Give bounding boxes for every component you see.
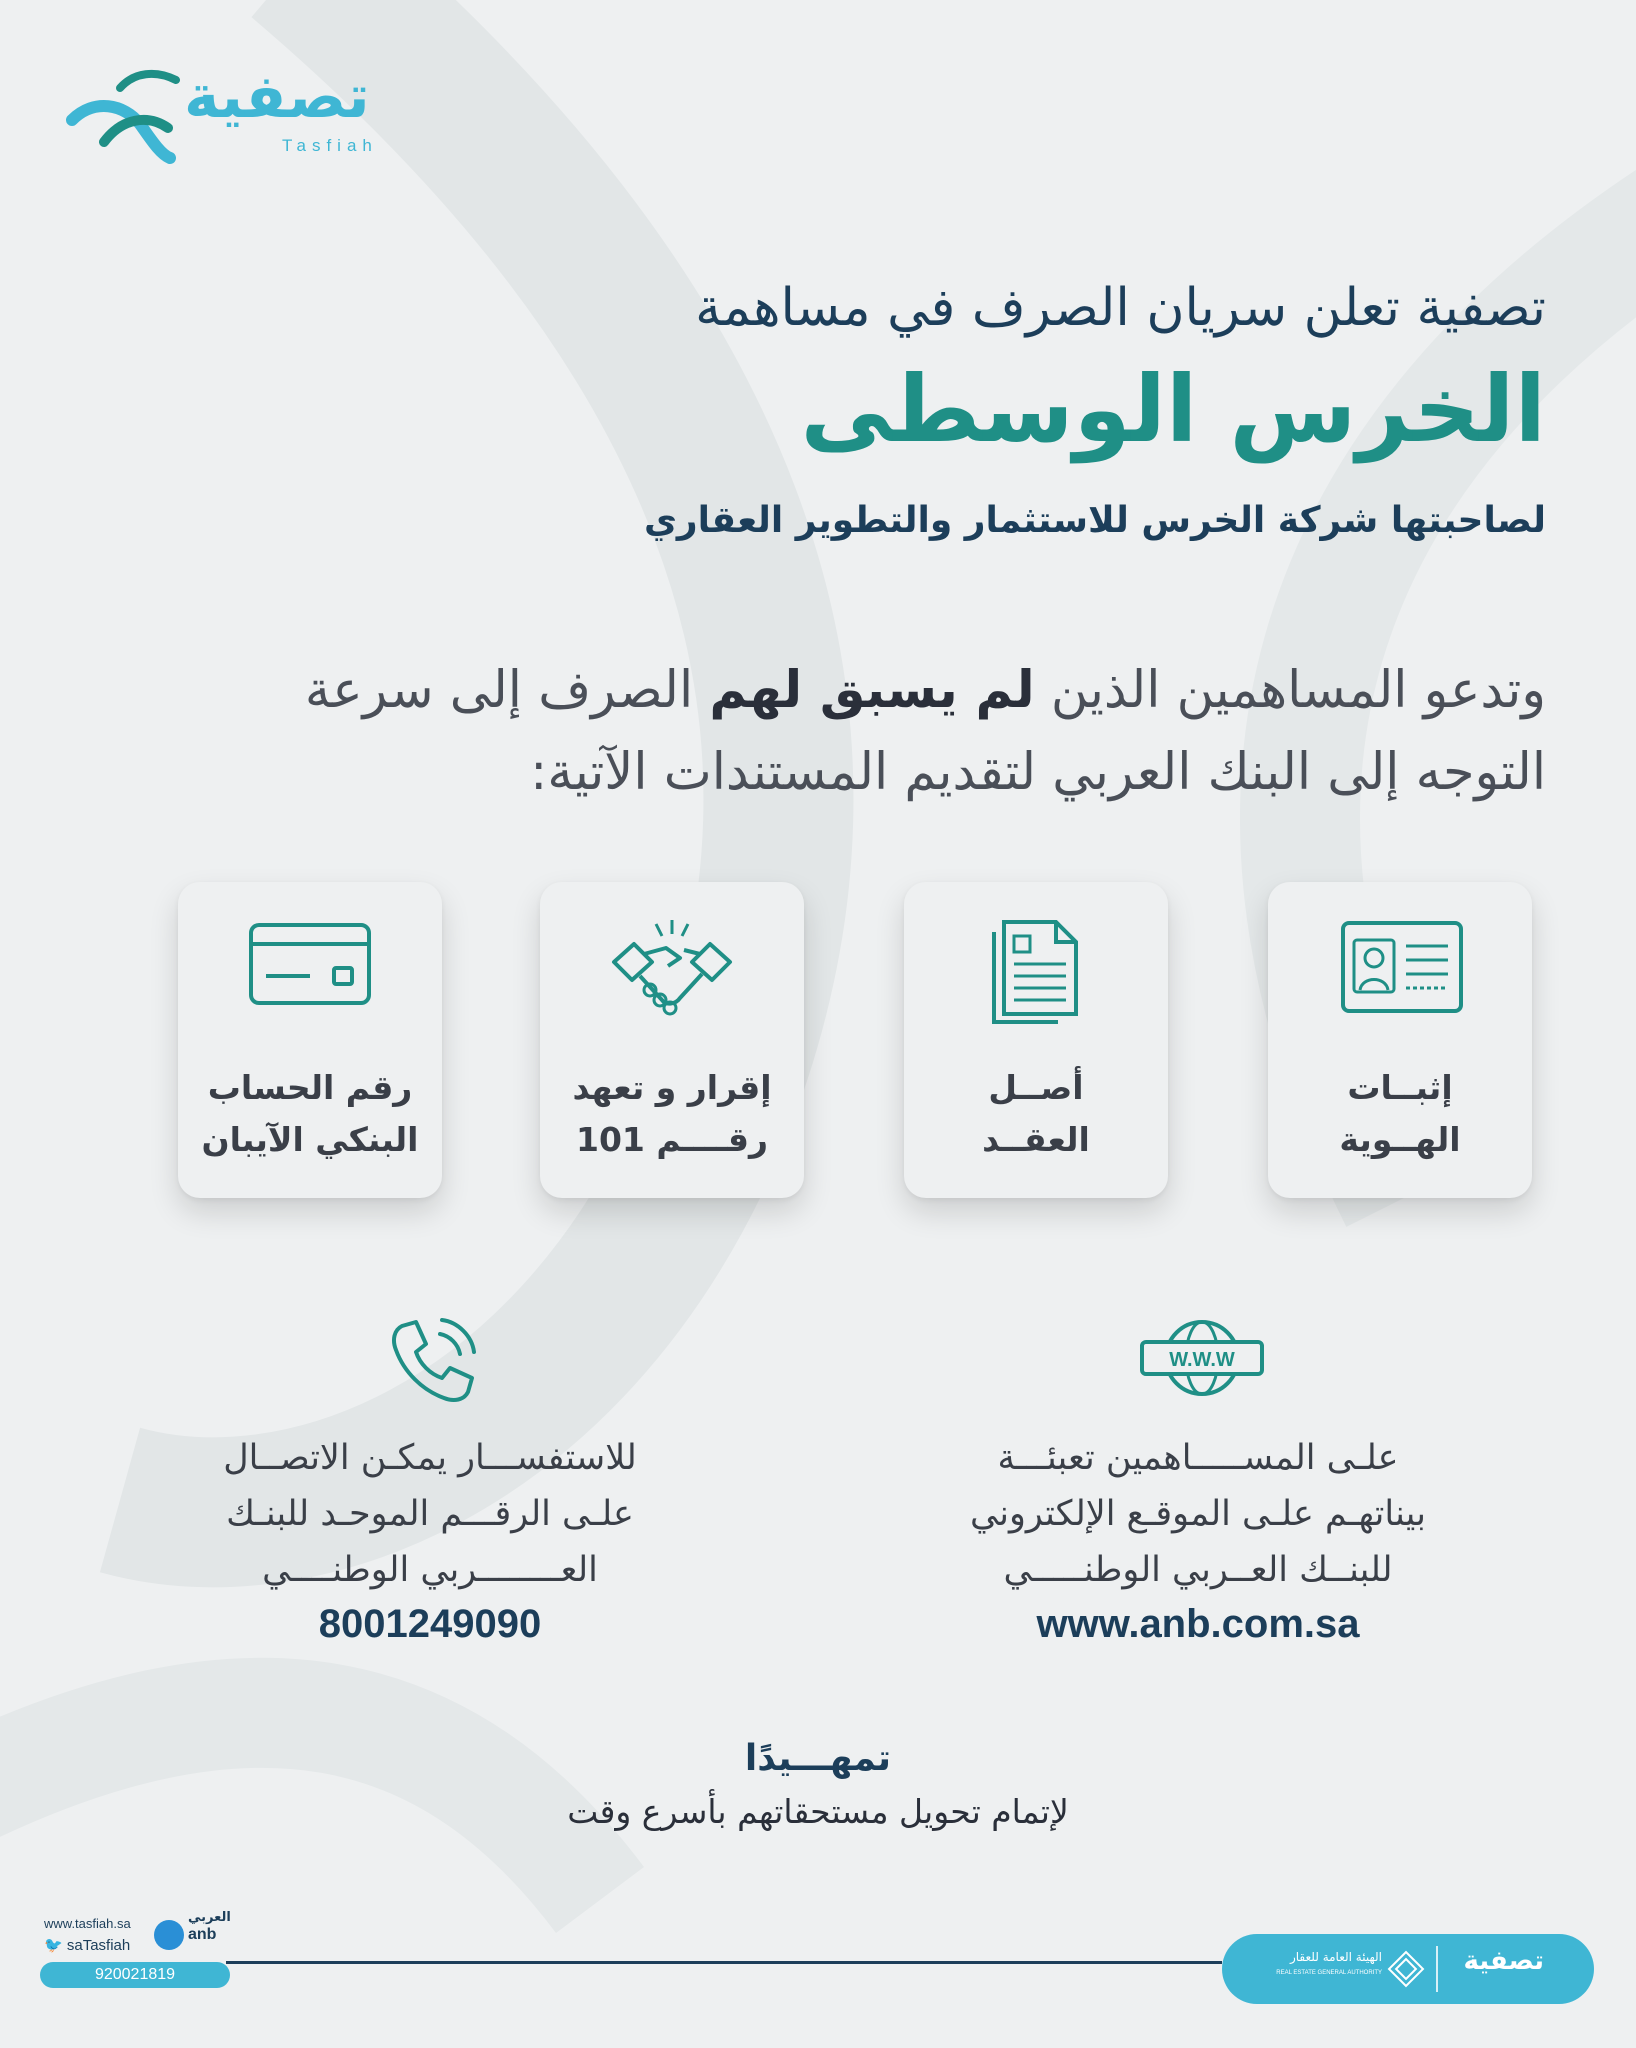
document-label-line2: البنكي الآيبان — [201, 1120, 419, 1159]
phone-line3: العــــــــربي الوطنــــي — [262, 1550, 598, 1590]
document-label-line2: العقــد — [982, 1120, 1090, 1159]
web-line2: بيناتهـم علـى الموقـع الإلكتروني — [970, 1494, 1426, 1534]
svg-text:W.W.W: W.W.W — [1169, 1349, 1235, 1371]
footer-handle-text: saTasfiah — [66, 1937, 131, 1954]
document-label-line2: الهــوية — [1339, 1120, 1461, 1159]
phone-instructions — [150, 1430, 710, 1598]
document-label-line1: إقرار و تعهد — [572, 1068, 772, 1107]
intro-bold: لم يسبق لهم — [709, 661, 1035, 720]
contract-document-icon — [980, 918, 1104, 1028]
anb-logo-icon — [154, 1920, 184, 1950]
document-card-contract — [904, 882, 1168, 1198]
document-label-line1: إثبــات — [1347, 1068, 1453, 1107]
document-card-id — [1268, 882, 1532, 1198]
tasfiah-logo-icon — [64, 58, 184, 168]
footer-tasfiah-logo: تصفية — [1463, 1946, 1544, 1976]
footer-twitter-handle[interactable]: 🐦 saTasfiah — [44, 1937, 131, 1954]
web-line3: للبنــك العــربي الوطنـــــي — [1003, 1550, 1393, 1590]
document-card-pledge — [540, 882, 804, 1198]
heading-line1: تصفية تعلن سريان الصرف في مساهمة — [695, 278, 1546, 338]
document-label — [540, 1062, 804, 1166]
anb-phone-number[interactable]: 8001249090 — [318, 1602, 542, 1646]
document-label-line2: رقــــم 101 — [576, 1120, 768, 1159]
anb-website-link[interactable]: www.anb.com.sa — [1036, 1602, 1360, 1646]
anb-logo-ar: العربي — [188, 1910, 231, 1925]
phone-icon — [388, 1316, 478, 1406]
www-globe-icon — [1140, 1318, 1264, 1398]
bank-card-icon — [248, 922, 372, 1006]
web-instructions — [918, 1430, 1478, 1598]
document-label-line1: أصــل — [988, 1068, 1084, 1107]
intro-part1: وتدعو المساهمين الذين — [1034, 661, 1546, 720]
footer-badge-separator — [1436, 1946, 1438, 1992]
rega-name-en: REAL ESTATE GENERAL AUTHORITY — [1276, 1970, 1382, 1976]
web-line1: علـى المســـــاهمين تعبئـــة — [997, 1438, 1399, 1478]
document-label — [1268, 1062, 1532, 1166]
handshake-icon — [610, 918, 734, 1028]
phone-line2: علـى الرقـــم الموحـد للبنـك — [226, 1494, 634, 1534]
document-label — [904, 1062, 1168, 1166]
document-label — [178, 1062, 442, 1166]
closing-title: تمهـــيدًا — [744, 1738, 892, 1779]
heading-owner: لصاحبتها شركة الخرس للاستثمار والتطوير العقاري — [643, 500, 1546, 541]
footer-phone-badge[interactable]: 920021819 — [40, 1962, 230, 1988]
tasfiah-logo — [64, 58, 378, 168]
anb-logo-en: anb — [188, 1926, 217, 1943]
closing-text: لإتمام تحويل مستحقاتهم بأسرع وقت — [567, 1792, 1069, 1831]
rega-emblem-icon — [1386, 1949, 1426, 1989]
document-card-iban — [178, 882, 442, 1198]
intro-paragraph — [246, 650, 1546, 814]
phone-line1: للاستفســـار يمكـن الاتصــال — [223, 1438, 637, 1478]
footer-website[interactable]: www.tasfiah.sa — [44, 1916, 131, 1931]
logo-text-ar: تصفية — [184, 62, 370, 132]
footer-contact — [40, 1910, 231, 1996]
document-label-line1: رقم الحساب — [207, 1068, 413, 1107]
footer-partner-badge — [1222, 1934, 1594, 2004]
logo-text-en: Tasfiah — [282, 136, 378, 155]
rega-name-ar: الهيئة العامة للعقار — [1289, 1950, 1382, 1964]
intro-part2: الصرف إلى سرعة التوجه إلى البنك العربي لتقديم المستندات الآتية: — [304, 661, 1546, 802]
id-card-icon — [1340, 920, 1464, 1014]
footer-divider — [226, 1961, 1222, 1964]
heading-project-name: الخرس الوسطى — [800, 356, 1546, 463]
